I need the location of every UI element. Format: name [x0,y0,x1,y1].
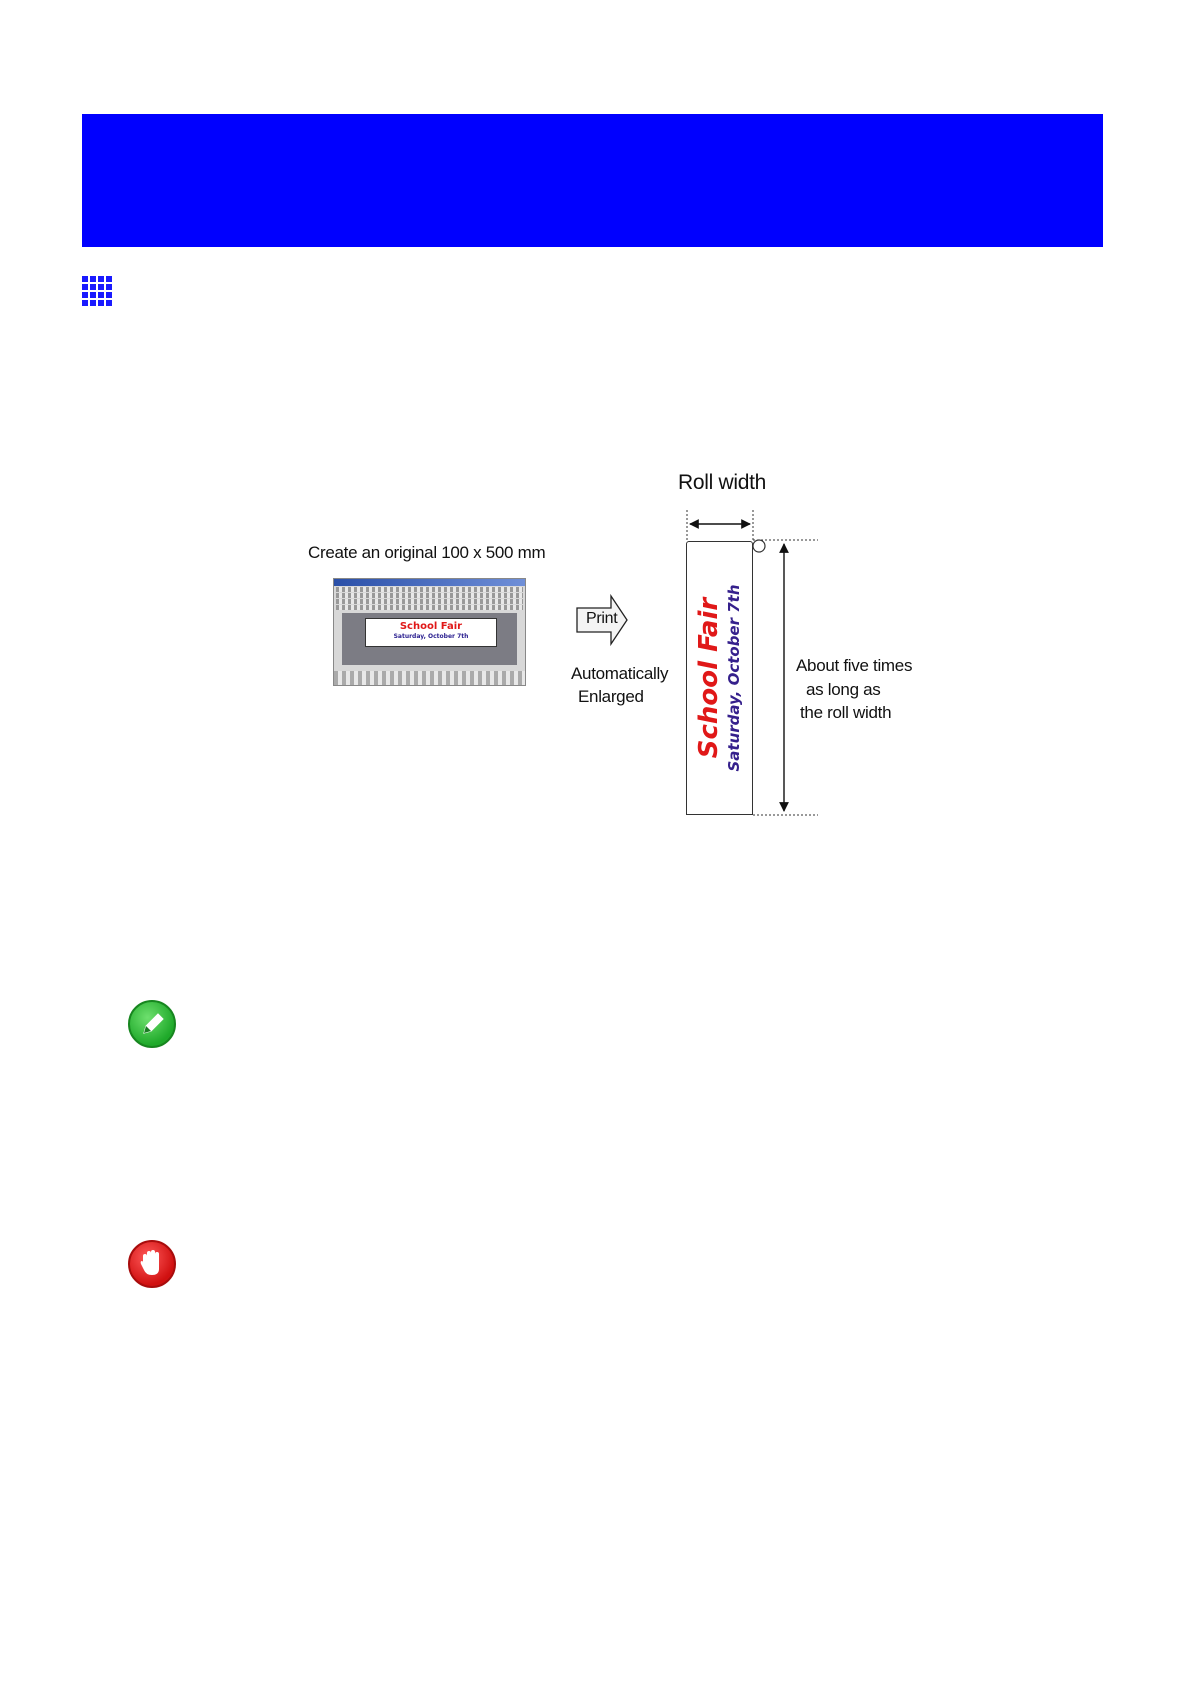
roll-width-label: Roll width [678,471,767,494]
auto-label-line1: Automatically [571,664,669,683]
roll-doc-subtitle: Saturday, October 7th [725,584,743,772]
original-label: Create an original 100 x 500 mm [308,543,546,562]
auto-label-line2: Enlarged [578,687,644,706]
length-label-line2: as long as [806,680,881,699]
roll-doc-title: School Fair [694,597,724,759]
stop-hand-icon [128,1240,176,1288]
roll-end-mark [753,540,765,552]
print-label: Print [586,610,618,627]
length-label-line1: About five times [796,656,913,675]
length-label-line3: the roll width [800,703,892,722]
screenshot-doc-subtitle: Saturday, October 7th [393,633,469,640]
note-pencil-icon [128,1000,176,1048]
screenshot-doc-title: School Fair [399,621,463,632]
